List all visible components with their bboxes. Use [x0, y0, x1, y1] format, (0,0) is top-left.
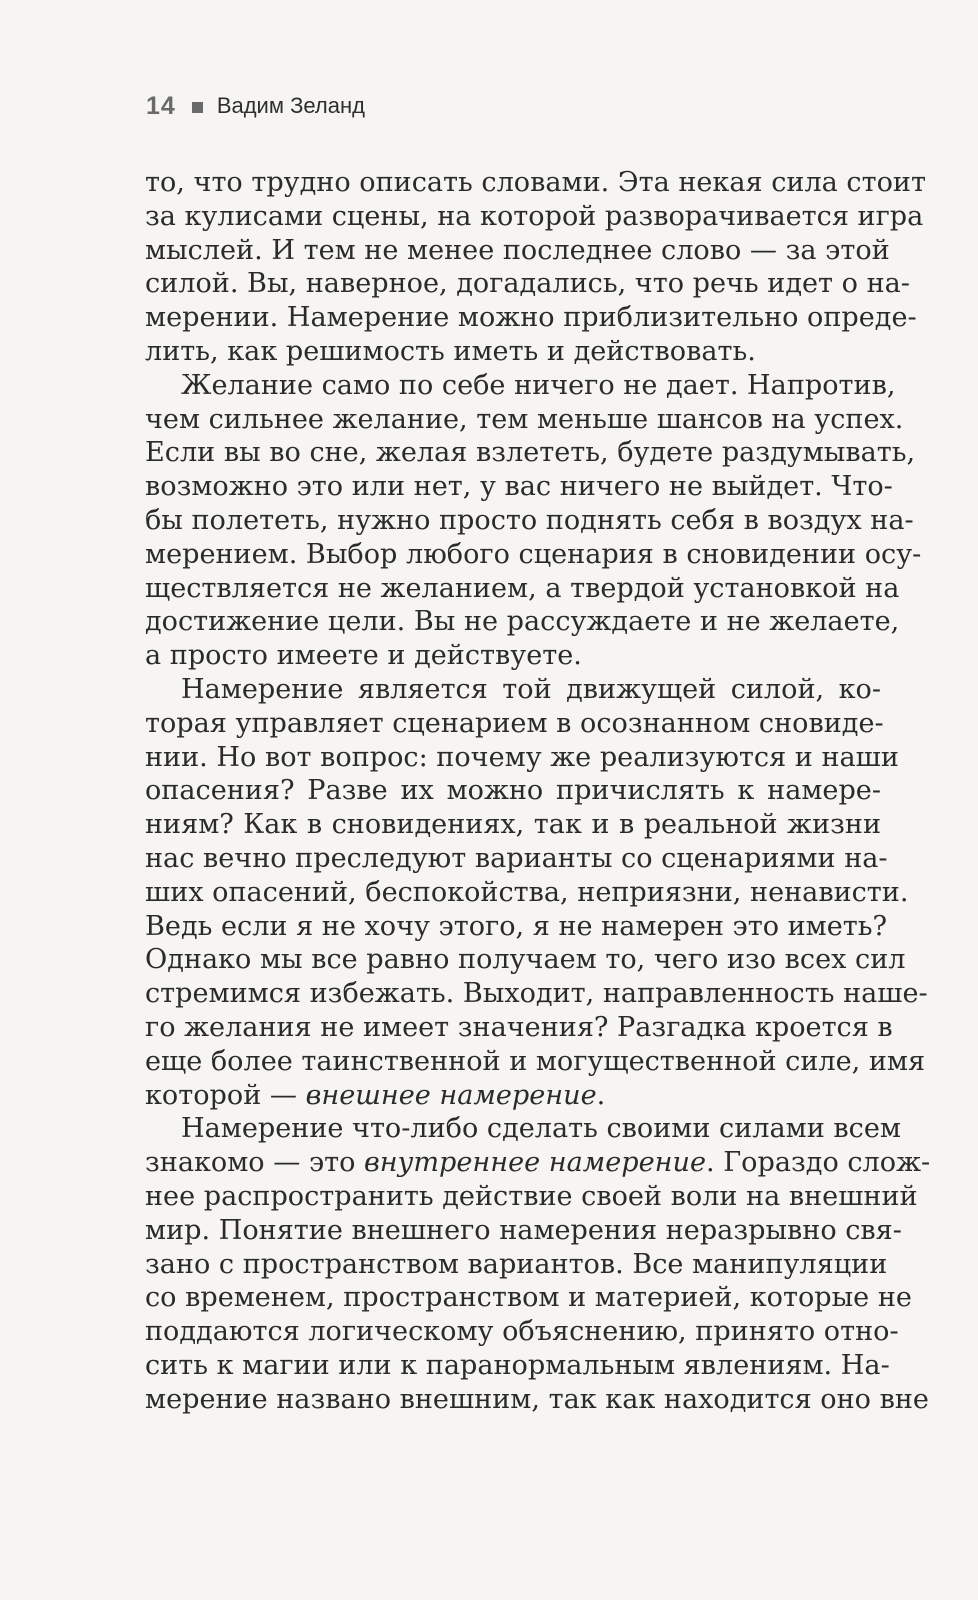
text-segment: сить к магии или к паранормальным явлениям. На-	[145, 1349, 890, 1381]
text-segment: ниям? Как в сновидениях, так и в реальной жизни	[145, 809, 881, 841]
text-line	[145, 200, 924, 234]
text-line	[145, 1281, 912, 1315]
text-line	[145, 774, 881, 808]
text-line	[145, 808, 881, 842]
text-segment: нас вечно преследуют варианты со сценариями на-	[145, 842, 888, 874]
text-segment: ществляется не желанием, а твердой установкой на	[145, 572, 900, 604]
text-segment: чем сильнее желание, тем меньше шансов на успех.	[145, 403, 904, 435]
text-line	[145, 1112, 901, 1146]
text-segment: Намерение что-либо сделать своими силами всем	[181, 1113, 901, 1145]
text-segment: за кулисами сцены, на которой разворачивается игра	[145, 200, 924, 232]
text-segment: ших опасений, беспокойства, неприязни, ненависти.	[145, 876, 909, 908]
text-segment: торая управляет сценарием в осознанном сновиде-	[145, 707, 884, 739]
text-line	[145, 335, 881, 369]
text-segment: еще более таинственной и могущественной силе, имя	[145, 1045, 926, 1077]
text-segment: знакомо — это	[145, 1147, 365, 1179]
text-line	[145, 1349, 890, 1383]
text-segment: достижение цели. Вы не рассуждаете и не желаете,	[145, 606, 900, 638]
text-line	[145, 1011, 893, 1045]
paragraph	[145, 369, 922, 673]
text-segment: Намерение является той движущей силой, ко-	[181, 673, 881, 705]
text-segment: го желания не имеет значения? Разгадка кроется в	[145, 1011, 893, 1043]
text-segment: со временем, пространством и материей, которые не	[145, 1282, 912, 1314]
italic-term: внешнее намерение	[305, 1079, 597, 1111]
text-line	[145, 470, 893, 504]
text-segment: зано с пространством вариантов. Все манипуляции	[145, 1248, 888, 1280]
paragraph	[145, 166, 926, 369]
text-line	[145, 741, 899, 775]
text-segment: . Гораздо слож-	[706, 1147, 931, 1179]
text-line	[145, 943, 906, 977]
text-segment: Ведь если я не хочу этого, я не намерен это иметь?	[145, 910, 888, 942]
text-segment: .	[596, 1079, 606, 1111]
text-line	[145, 910, 888, 944]
text-line	[145, 707, 884, 741]
text-line	[145, 977, 928, 1011]
text-line	[145, 267, 910, 301]
text-line	[145, 1214, 902, 1248]
text-segment: которой —	[145, 1079, 306, 1111]
text-segment: то, что трудно описать словами. Эта некая сила стоит	[145, 167, 926, 198]
text-line	[145, 403, 904, 437]
text-segment: опасения? Разве их можно причислять к намере-	[145, 775, 881, 807]
text-segment: мыслей. И тем не менее последнее слово — за этой	[145, 234, 890, 266]
text-line	[145, 538, 922, 572]
paragraph	[145, 673, 928, 1112]
text-segment: бы полететь, нужно просто поднять себя в воздух на-	[145, 504, 914, 536]
text-segment: мерение названо внешним, так как находится оно вне	[145, 1383, 929, 1415]
paragraph	[145, 1112, 931, 1416]
text-segment: поддаются логическому объяснению, принято отно-	[145, 1316, 899, 1348]
italic-term: внутреннее намерение	[364, 1147, 707, 1179]
text-line	[145, 234, 890, 268]
square-bullet-icon	[192, 102, 203, 113]
text-line	[145, 1045, 926, 1079]
text-line	[145, 572, 900, 606]
text-line	[145, 605, 900, 639]
text-line	[145, 504, 914, 538]
text-line	[145, 1248, 888, 1282]
page-number: 14	[146, 91, 176, 120]
text-segment: а просто имеете и действуете.	[145, 640, 582, 672]
text-segment: нее распространить действие своей воли на внешний	[145, 1180, 918, 1212]
text-line	[145, 876, 909, 910]
text-line	[145, 369, 896, 403]
text-line	[145, 1146, 931, 1180]
text-line	[145, 1383, 929, 1417]
text-segment: лить, как решимость иметь и действовать.	[145, 335, 756, 367]
text-segment: мерением. Выбор любого сценария в сновидении осу-	[145, 538, 922, 570]
text-line	[145, 673, 881, 707]
text-line	[145, 1180, 918, 1214]
running-header	[146, 88, 365, 124]
running-header-author: Вадим Зеланд	[216, 93, 365, 118]
text-segment: силой. Вы, наверное, догадались, что речь идет о на-	[145, 268, 910, 300]
text-line	[145, 639, 881, 673]
text-segment: мир. Понятие внешнего намерения неразрывно свя-	[145, 1214, 902, 1246]
text-segment: возможно это или нет, у вас ничего не выйдет. Что-	[145, 471, 893, 503]
text-line	[145, 301, 917, 335]
text-segment: Однако мы все равно получаем то, чего изо всех сил	[145, 944, 906, 976]
text-line	[145, 166, 926, 200]
text-line	[145, 1315, 899, 1349]
text-line	[145, 436, 916, 470]
text-segment: Желание само по себе ничего не дает. Напротив,	[181, 369, 896, 401]
text-segment: стремимся избежать. Выходит, направленность наше-	[145, 978, 928, 1010]
text-line	[145, 842, 888, 876]
text-line	[145, 1079, 881, 1113]
text-segment: мерении. Намерение можно приблизительно опреде-	[145, 302, 917, 334]
text-segment: Если вы во сне, желая взлететь, будете раздумывать,	[145, 437, 916, 469]
text-segment: нии. Но вот вопрос: почему же реализуются и наши	[145, 741, 899, 773]
body-text	[145, 166, 931, 1416]
